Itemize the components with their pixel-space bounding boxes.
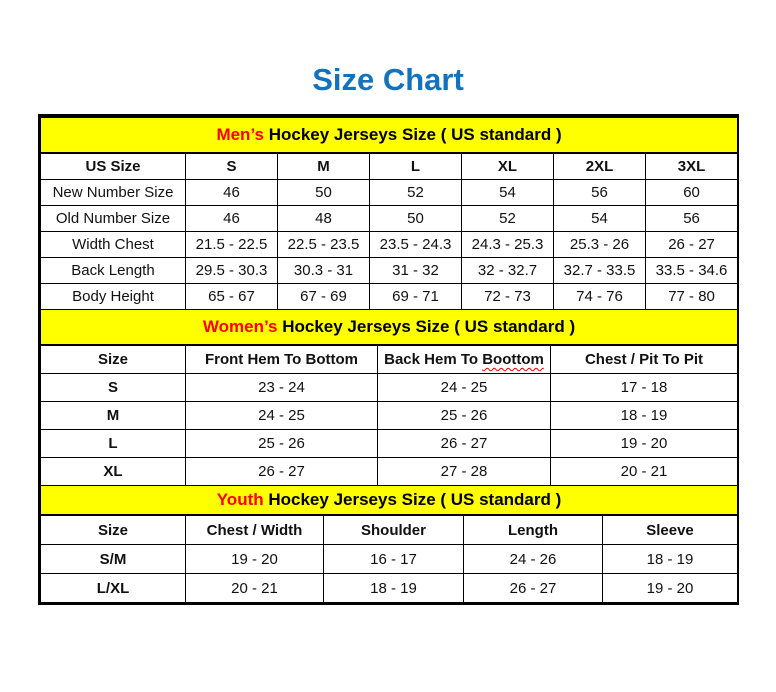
men-table-row-4 xyxy=(41,284,738,310)
table-cell: 67 - 69 xyxy=(278,284,370,310)
table-cell: 25 - 26 xyxy=(378,402,551,430)
men-table-row-0 xyxy=(41,180,738,206)
women-column-header-2 xyxy=(378,345,551,374)
women-column-header-3: Chest / Pit To Pit xyxy=(551,345,738,374)
row-label: S/M xyxy=(41,545,186,574)
women-section-header xyxy=(41,310,738,345)
youth-column-header-3: Length xyxy=(464,515,603,545)
men-section-header xyxy=(41,117,738,153)
table-cell: 52 xyxy=(462,206,554,232)
size-chart-tables-container xyxy=(38,114,739,605)
table-cell: 23 - 24 xyxy=(186,374,378,402)
table-cell: 29.5 - 30.3 xyxy=(186,258,278,284)
page-title: Size Chart xyxy=(312,62,464,97)
row-label: S xyxy=(41,374,186,402)
women-section-header-rest: Hockey Jerseys Size ( US standard ) xyxy=(277,317,576,336)
table-cell: 18 - 19 xyxy=(603,545,738,574)
youth-section-header-rest: Hockey Jerseys Size ( US standard ) xyxy=(263,490,562,509)
table-cell: 25 - 26 xyxy=(186,430,378,458)
men-column-header-6: 3XL xyxy=(646,153,738,180)
table-cell: 27 - 28 xyxy=(378,458,551,486)
table-cell: 26 - 27 xyxy=(464,574,603,603)
row-label: XL xyxy=(41,458,186,486)
table-cell: 26 - 27 xyxy=(646,232,738,258)
table-cell: 33.5 - 34.6 xyxy=(646,258,738,284)
men-column-header-2: M xyxy=(278,153,370,180)
table-cell: 22.5 - 23.5 xyxy=(278,232,370,258)
men-column-header-4: XL xyxy=(462,153,554,180)
women-section-header-highlight: Women’s xyxy=(202,317,278,336)
row-label: Body Height xyxy=(41,284,186,310)
row-label: L/XL xyxy=(41,574,186,603)
row-label: Old Number Size xyxy=(41,206,186,232)
table-cell: 69 - 71 xyxy=(370,284,462,310)
table-cell: 19 - 20 xyxy=(603,574,738,603)
table-cell: 24.3 - 25.3 xyxy=(462,232,554,258)
table-cell: 50 xyxy=(370,206,462,232)
row-label: L xyxy=(41,430,186,458)
youth-size-table xyxy=(40,486,738,603)
women-column-header-0: Size xyxy=(41,345,186,374)
women-table-row-3 xyxy=(41,458,738,486)
table-cell: 24 - 25 xyxy=(186,402,378,430)
youth-column-header-1: Chest / Width xyxy=(186,515,324,545)
misspelled-word-with-spellcheck-underline: Boottom xyxy=(482,351,544,368)
table-cell: 19 - 20 xyxy=(186,545,324,574)
men-size-table xyxy=(40,116,738,310)
table-cell: 77 - 80 xyxy=(646,284,738,310)
women-table-row-1 xyxy=(41,402,738,430)
row-label: Back Length xyxy=(41,258,186,284)
youth-table-row-0 xyxy=(41,545,738,574)
table-cell: 74 - 76 xyxy=(554,284,646,310)
table-cell: 56 xyxy=(646,206,738,232)
women-column-header-1: Front Hem To Bottom xyxy=(186,345,378,374)
youth-column-header-0: Size xyxy=(41,515,186,545)
table-cell: 50 xyxy=(278,180,370,206)
row-label: M xyxy=(41,402,186,430)
women-size-table xyxy=(40,310,738,486)
table-cell: 30.3 - 31 xyxy=(278,258,370,284)
table-cell: 17 - 18 xyxy=(551,374,738,402)
table-cell: 21.5 - 22.5 xyxy=(186,232,278,258)
table-cell: 32 - 32.7 xyxy=(462,258,554,284)
table-cell: 25.3 - 26 xyxy=(554,232,646,258)
table-cell: 56 xyxy=(554,180,646,206)
table-cell: 65 - 67 xyxy=(186,284,278,310)
men-section-header-highlight: Men’s xyxy=(216,125,264,144)
youth-table-row-1 xyxy=(41,574,738,603)
men-column-header-0: US Size xyxy=(41,153,186,180)
row-label: Width Chest xyxy=(41,232,186,258)
table-cell: 31 - 32 xyxy=(370,258,462,284)
table-cell: 19 - 20 xyxy=(551,430,738,458)
youth-section-header xyxy=(41,486,738,515)
youth-column-header-2: Shoulder xyxy=(324,515,464,545)
table-cell: 20 - 21 xyxy=(186,574,324,603)
men-table-row-1 xyxy=(41,206,738,232)
table-cell: 54 xyxy=(462,180,554,206)
women-table-row-2 xyxy=(41,430,738,458)
table-cell: 32.7 - 33.5 xyxy=(554,258,646,284)
men-column-header-1: S xyxy=(186,153,278,180)
table-cell: 18 - 19 xyxy=(551,402,738,430)
men-section-header-rest: Hockey Jerseys Size ( US standard ) xyxy=(263,125,562,144)
men-column-header-5: 2XL xyxy=(554,153,646,180)
table-cell: 26 - 27 xyxy=(378,430,551,458)
women-table-row-0 xyxy=(41,374,738,402)
table-cell: 18 - 19 xyxy=(324,574,464,603)
youth-column-header-4: Sleeve xyxy=(603,515,738,545)
table-cell: 46 xyxy=(186,206,278,232)
table-cell: 20 - 21 xyxy=(551,458,738,486)
youth-section-header-highlight: Youth xyxy=(216,490,264,509)
table-cell: 60 xyxy=(646,180,738,206)
men-column-header-3: L xyxy=(370,153,462,180)
table-cell: 24 - 25 xyxy=(378,374,551,402)
table-cell: 54 xyxy=(554,206,646,232)
table-cell: 16 - 17 xyxy=(324,545,464,574)
men-table-row-3 xyxy=(41,258,738,284)
column-header-text: Back Hem To xyxy=(384,351,483,368)
table-cell: 72 - 73 xyxy=(462,284,554,310)
table-cell: 48 xyxy=(278,206,370,232)
table-cell: 24 - 26 xyxy=(464,545,603,574)
table-cell: 52 xyxy=(370,180,462,206)
men-table-row-2 xyxy=(41,232,738,258)
table-cell: 26 - 27 xyxy=(186,458,378,486)
table-cell: 23.5 - 24.3 xyxy=(370,232,462,258)
table-cell: 46 xyxy=(186,180,278,206)
row-label: New Number Size xyxy=(41,180,186,206)
